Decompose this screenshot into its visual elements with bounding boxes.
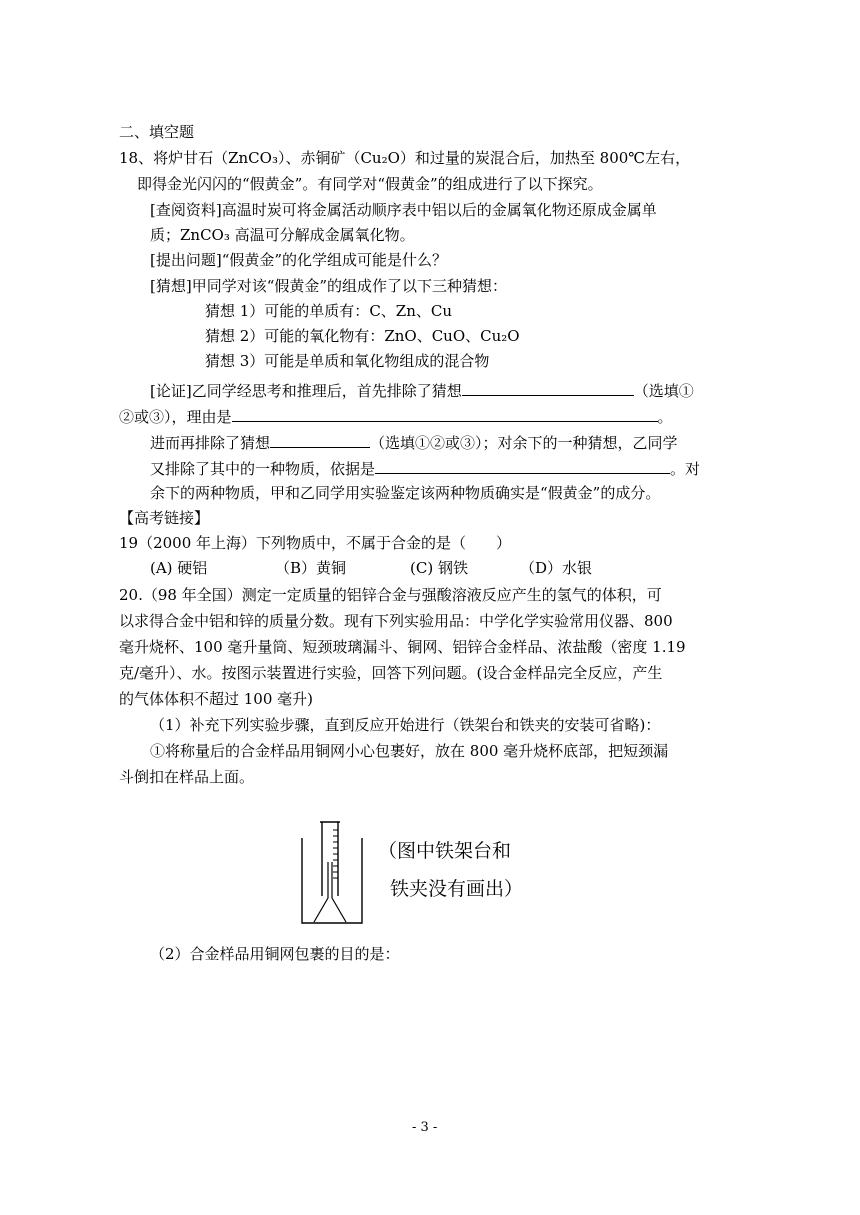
argue-text: 又排除了其中的一种物质，依据是 — [150, 460, 376, 478]
q19-option-a: (A) 硬铝 — [150, 559, 208, 577]
q18-argue-2 — [119, 405, 673, 427]
argue-text: 进而再排除了猜想 — [150, 434, 271, 452]
answer-blank-2[interactable] — [232, 405, 658, 422]
q18-guess-3: 猜想 3）可能是单质和氧化物组成的混合物 — [205, 352, 490, 370]
argue-text: 。 — [657, 408, 673, 426]
q19-option-c: (C) 钢铁 — [410, 559, 468, 577]
q20-line-1: 20.（98 年全国）测定一定质量的铝锌合金与强酸溶液反应产生的氢气的体积，可 — [119, 586, 662, 604]
q20-step-1b: 斗倒扣在样品上面。 — [119, 768, 255, 786]
q20-line-2: 以求得合金中铝和锌的质量分数。现有下列实验用品：中学化学实验常用仪器、800 — [119, 612, 673, 630]
q18-info-1: [查阅资料]高温时炭可将金属活动顺序表中铝以后的金属氧化物还原成金属单 — [150, 201, 657, 219]
q18-argue-4 — [150, 457, 700, 479]
argue-text: [论证]乙同学经思考和推理后，首先排除了猜想 — [150, 382, 462, 400]
argue-text: ②或③），理由是 — [119, 408, 232, 426]
page-number: - 3 - — [412, 1120, 438, 1135]
q20-step-1a: ①将称量后的合金样品用铜网小心包裹好，放在 800 毫升烧杯底部，把短颈漏 — [150, 742, 669, 760]
q19-stem: 19（2000 年上海）下列物质中，不属于合金的是（ ） — [119, 534, 512, 552]
argue-text: （选填①②或③）；对余下的一种猜想，乙同学 — [370, 434, 678, 452]
figure-note-line-2: 铁夹没有画出） — [390, 878, 524, 900]
q18-question: [提出问题]“假黄金”的化学组成可能是什么？ — [150, 251, 448, 269]
answer-blank-1[interactable] — [462, 379, 634, 396]
gaokao-title: 【高考链接】 — [119, 509, 210, 527]
q18-guess-2: 猜想 2）可能的氧化物有：ZnO、CuO、Cu₂O — [205, 327, 520, 345]
q20-line-4: 克/毫升）、水。按图示装置进行实验，回答下列问题。(设合金样品完全反应，产生 — [119, 664, 663, 682]
argue-text: （选填① — [633, 382, 694, 400]
q18-argue-3 — [150, 431, 678, 453]
q18-line-2: 即得金光闪闪的“假黄金”。有同学对“假黄金”的组成进行了以下探究。 — [137, 175, 603, 193]
q20-question-2: （2）合金样品用铜网包裹的目的是： — [150, 945, 400, 963]
q20-line-3: 毫升烧杯、100 毫升量筒、短颈玻璃漏斗、铜网、铝锌合金样品、浓盐酸（密度 1.19 — [119, 638, 686, 656]
section-title: 二、填空题 — [119, 123, 195, 141]
figure-note-line-1: （图中铁架台和 — [378, 840, 512, 862]
q18-info-2: 质；ZnCO₃ 高温可分解成金属氧化物。 — [150, 226, 415, 244]
q20-step-intro: （1）补充下列实验步骤，直到反应开始进行（铁架台和铁夹的安装可省略)： — [150, 716, 661, 734]
apparatus-figure — [290, 818, 530, 930]
argue-text: 。对 — [670, 460, 701, 478]
q18-guess-intro: [猜想]甲同学对该“假黄金”的组成作了以下三种猜想： — [150, 277, 508, 295]
q18-guess-1: 猜想 1）可能的单质有：C、Zn、Cu — [205, 302, 453, 320]
q18-line-1: 18、将炉甘石（ZnCO₃）、赤铜矿（Cu₂O）和过量的炭混合后，加热至 800℃左右， — [119, 149, 691, 167]
q19-option-b: （B）黄铜 — [275, 559, 347, 577]
answer-blank-4[interactable] — [375, 457, 670, 474]
q18-argue-1 — [150, 379, 694, 401]
q20-line-5: 的气体体积不超过 100 毫升) — [119, 690, 314, 708]
answer-blank-3[interactable] — [270, 431, 370, 448]
q19-option-d: （D）水银 — [520, 559, 593, 577]
q18-argue-5: 余下的两种物质，甲和乙同学用实验鉴定该两种物质确实是“假黄金”的成分。 — [150, 484, 661, 502]
